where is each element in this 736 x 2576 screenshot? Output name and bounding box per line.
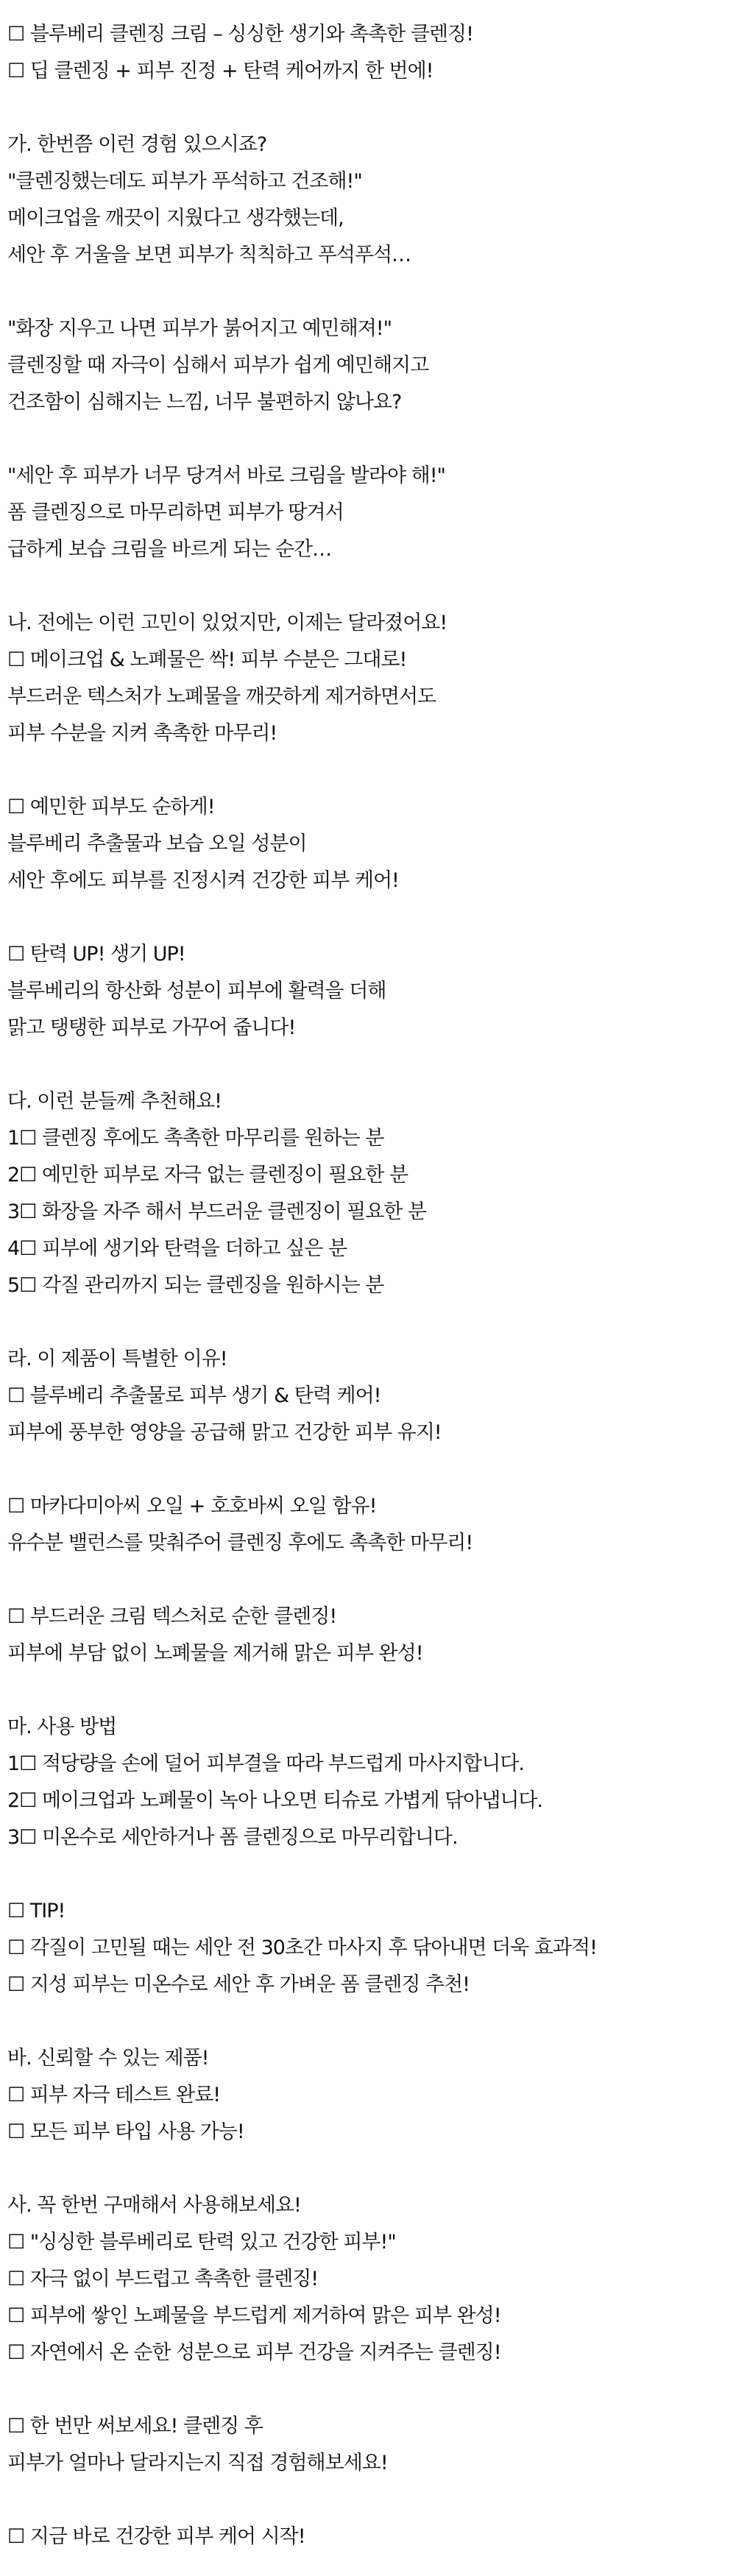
text-line: ☐ 피부 자극 테스트 완료! [7, 2084, 221, 2106]
text-line: "화장 지우고 나면 피부가 붉어지고 예민해져!" [7, 317, 392, 340]
section-special-texture [7, 1599, 729, 1672]
text-line: 라. 이 제품이 특별한 이유! [7, 1348, 227, 1370]
section-try [7, 2408, 729, 2482]
text-line: ☐ "싱싱한 블루베리로 탄력 있고 건강한 피부!" [7, 2231, 396, 2254]
text-line: 바. 신뢰할 수 있는 제품! [7, 2047, 209, 2070]
section-special-oil [7, 1488, 729, 1562]
text-line: ☐ 모든 피부 타입 사용 가능! [7, 2120, 244, 2143]
text-line: 블루베리의 항산화 성분이 피부에 활력을 더해 [7, 980, 386, 1002]
text-line: ☐ 예민한 피부도 순하게! [7, 796, 215, 818]
text-line: 다. 이런 분들께 추천해요! [7, 1090, 222, 1113]
text-line: 사. 꼭 한번 구매해서 사용해보세요! [7, 2194, 301, 2217]
section-special-extract [7, 1341, 729, 1451]
text-line: ☐ 피부에 쌓인 노폐물을 부드럽게 제거하여 맑은 피부 완성! [7, 2304, 501, 2327]
text-line: 피부에 풍부한 영양을 공급해 맑고 건강한 피부 유지! [7, 1421, 442, 1444]
text-line: 클렌징할 때 자극이 심해서 피부가 쉽게 예민해지고 [7, 354, 429, 377]
document-body [7, 16, 729, 2555]
section-problem-intro [7, 127, 729, 274]
text-line: ☐ 한 번만 써보세요! 클렌징 후 [7, 2415, 263, 2438]
text-line: ☐ 메이크업 & 노폐물은 싹! 피부 수분은 그대로! [7, 648, 407, 671]
text-line: 부드러운 텍스처가 노폐물을 깨끗하게 제거하면서도 [7, 685, 436, 708]
text-line: 폼 클렌징으로 마무리하면 피부가 땅겨서 [7, 501, 344, 524]
text-line: 나. 전에는 이런 고민이 있었지만, 이제는 달라졌어요! [7, 612, 447, 634]
section-problem-tightness [7, 458, 729, 568]
section-usage [7, 1709, 729, 1856]
text-line: 피부에 부담 없이 노폐물을 제거해 맑은 피부 완성! [7, 1642, 423, 1665]
text-line: 2☐ 예민한 피부로 자극 없는 클렌징이 필요한 분 [7, 1164, 408, 1186]
section-solution-elasticity [7, 936, 729, 1047]
text-line: ☐ 탄력 UP! 생기 UP! [7, 943, 185, 966]
text-line: 1☐ 적당량을 손에 덜어 피부결을 따라 부드럽게 마사지합니다. [7, 1752, 525, 1775]
section-tip [7, 1893, 729, 2003]
section-solution-sensitive [7, 789, 729, 899]
text-line: 2☐ 메이크업과 노폐물이 녹아 나오면 티슈로 가볍게 닦아냅니다. [7, 1789, 543, 1812]
text-line: 4☐ 피부에 생기와 탄력을 더하고 싶은 분 [7, 1237, 347, 1260]
text-line: 맑고 탱탱한 피부로 가꾸어 줍니다! [7, 1016, 296, 1039]
text-line: 가. 한번쯤 이런 경험 있으시죠? [7, 133, 267, 156]
text-line: ☐ 자극 없이 부드럽고 촉촉한 클렌징! [7, 2268, 319, 2290]
text-line: 마. 사용 방법 [7, 1716, 117, 1738]
text-line: 세안 후 거울을 보면 피부가 칙칙하고 푸석푸석… [7, 244, 411, 266]
text-line: ☐ 부드러운 크림 텍스처로 순한 클렌징! [7, 1605, 337, 1628]
text-line: ☐ 각질이 고민될 때는 세안 전 30초간 마사지 후 닦아내면 더욱 효과적! [7, 1936, 597, 1959]
section-buy [7, 2187, 729, 2371]
text-line: 피부 수분을 지켜 촉촉한 마무리! [7, 722, 277, 745]
text-line: 급하게 보습 크림을 바르게 되는 순간… [7, 538, 332, 561]
text-line: 유수분 밸런스를 맞춰주어 클렌징 후에도 촉촉한 마무리! [7, 1532, 473, 1554]
text-line: ☐ 지성 피부는 미온수로 세안 후 가벼운 폼 클렌징 추천! [7, 1973, 470, 1996]
text-line: 1☐ 클렌징 후에도 촉촉한 마무리를 원하는 분 [7, 1127, 384, 1150]
text-line: 블루베리 추출물과 보습 오일 성분이 [7, 832, 307, 855]
section-start [7, 2519, 729, 2555]
text-line: ☐ 지금 바로 건강한 피부 케어 시작! [7, 2525, 305, 2548]
text-line: 3☐ 미온수로 세안하거나 폼 클렌징으로 마무리합니다. [7, 1826, 458, 1849]
text-line: ☐ 딥 클렌징 + 피부 진정 + 탄력 케어까지 한 번에! [7, 60, 434, 82]
text-line: 건조함이 심해지는 느낌, 너무 불편하지 않나요? [7, 391, 402, 414]
text-line: ☐ 블루베리 클렌징 크림 – 싱싱한 생기와 촉촉한 클렌징! [7, 23, 473, 46]
text-line: 메이크업을 깨끗이 지웠다고 생각했는데, [7, 207, 344, 230]
section-solution-makeup [7, 605, 729, 752]
text-line: ☐ 자연에서 온 순한 성분으로 피부 건강을 지켜주는 클렌징! [7, 2341, 501, 2364]
section-trust [7, 2040, 729, 2151]
text-line: 세안 후에도 피부를 진정시켜 건강한 피부 케어! [7, 869, 399, 892]
text-line: 피부가 얼마나 달라지는지 직접 경험해보세요! [7, 2452, 388, 2474]
text-line: "세안 후 피부가 너무 당겨서 바로 크림을 발라야 해!" [7, 464, 445, 487]
text-line: 3☐ 화장을 자주 해서 부드러운 클렌징이 필요한 분 [7, 1200, 427, 1223]
text-line: "클렌징했는데도 피부가 푸석하고 건조해!" [7, 170, 362, 193]
text-line: 5☐ 각질 관리까지 되는 클렌징을 원하시는 분 [7, 1274, 384, 1297]
section-recommend [7, 1083, 729, 1304]
text-line: ☐ 블루베리 추출물로 피부 생기 & 탄력 케어! [7, 1384, 381, 1407]
text-line: ☐ TIP! [7, 1900, 66, 1922]
text-line: ☐ 마카다미아씨 오일 + 호호바씨 오일 함유! [7, 1495, 377, 1518]
section-intro [7, 16, 729, 90]
section-problem-irritation [7, 311, 729, 421]
